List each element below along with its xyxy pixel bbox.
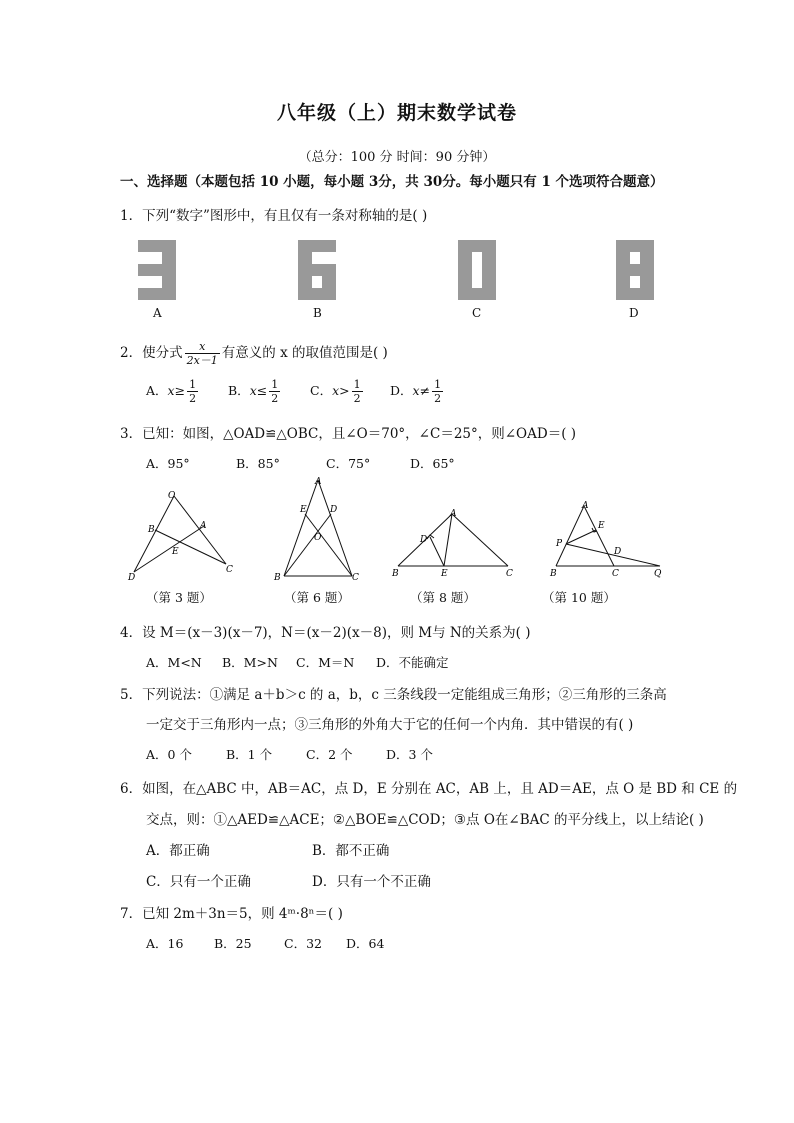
svg-text:E: E — [172, 547, 179, 557]
fraction-numerator: 1 — [271, 378, 279, 391]
svg-text:D: D — [420, 535, 428, 545]
figure-q8 — [388, 504, 516, 584]
question-6-option-d: D．只有一个不正确 — [312, 874, 431, 890]
fraction-denominator: 2 — [189, 392, 197, 405]
question-7-option-b: B．25 — [214, 936, 252, 951]
fraction-numerator: 1 — [434, 378, 442, 391]
digit-3-figure — [138, 240, 176, 300]
question-4-option-c: C．M＝N — [296, 655, 355, 670]
question-7-stem: 7．已知 2m＋3n＝5，则 4ᵐ·8ⁿ＝( ) — [120, 906, 343, 922]
option-prefix: A． — [146, 383, 168, 398]
figure-caption-q10: （第 10 题） — [542, 590, 616, 605]
option-label-a: A — [153, 306, 162, 320]
option-label-d: D — [629, 306, 639, 320]
question-3-option-a: A．95° — [146, 456, 190, 471]
fraction-denominator: 2 — [434, 392, 442, 405]
question-5-option-d: D．3 个 — [386, 747, 433, 762]
svg-text:D: D — [614, 547, 622, 557]
question-2-stem-pre: 2．使分式 — [120, 345, 183, 361]
question-6-option-a: A．都正确 — [146, 843, 210, 859]
option-prefix: C． — [310, 383, 333, 398]
svg-text:C: C — [226, 565, 233, 575]
svg-text:A: A — [315, 477, 322, 487]
svg-text:Q: Q — [654, 569, 662, 579]
question-4-option-d: D．不能确定 — [376, 655, 449, 670]
svg-text:E: E — [441, 569, 448, 579]
section-heading: 一、选择题（本题包括 10 小题，每小题 3分，共 30分。每小题只有 1 个选项符合题意） — [120, 174, 664, 190]
question-2-option-a — [146, 378, 200, 405]
svg-text:C: C — [352, 573, 359, 583]
question-6-option-c: C．只有一个正确 — [146, 874, 251, 890]
question-7-option-c: C．32 — [284, 936, 322, 951]
figure-caption-q8: （第 8 题） — [410, 590, 476, 605]
option-label-c: C — [472, 306, 482, 320]
figure-q3 — [124, 486, 236, 582]
fraction-denominator: 2 — [353, 392, 361, 405]
question-4-option-b: B．M>N — [222, 655, 278, 670]
option-relation: x> — [332, 383, 350, 398]
svg-text:B: B — [392, 569, 399, 579]
question-5-option-b: B．1 个 — [226, 747, 273, 762]
question-3-stem: 3．已知：如图，△OAD≌△OBC，且∠O＝70°，∠C＝25°，则∠OAD＝( ) — [120, 426, 577, 442]
question-5-option-c: C．2 个 — [306, 747, 353, 762]
digit-6-figure — [298, 240, 336, 300]
question-2-fraction — [185, 340, 220, 367]
question-5-line-1: 5．下列说法：①满足 a＋b＞c 的 a，b，c 三条线段一定能组成三角形；②三角形的三条高 — [120, 687, 667, 703]
svg-text:P: P — [556, 539, 563, 549]
option-relation: x≤ — [249, 383, 268, 398]
fraction-numerator: 1 — [189, 378, 197, 391]
option-relation: x≥ — [167, 383, 186, 398]
question-3-option-d: D．65° — [410, 456, 455, 471]
option-relation: x≠ — [412, 383, 431, 398]
svg-text:B: B — [274, 573, 281, 583]
question-4-stem: 4．设 M＝(x－3)(x－7)，N＝(x－2)(x－8)，则 M与 N的关系为( ) — [120, 625, 531, 641]
svg-text:E: E — [598, 521, 605, 531]
svg-text:A: A — [200, 521, 207, 531]
option-fraction — [352, 378, 363, 405]
svg-text:D: D — [330, 505, 338, 515]
question-5-line-2: 一定交于三角形内一点；③三角形的外角大于它的任何一个内角．其中错误的有( ) — [146, 717, 634, 733]
question-3-option-b: B．85° — [236, 456, 280, 471]
option-fraction — [432, 378, 443, 405]
figure-q10 — [544, 496, 668, 584]
svg-text:B: B — [550, 569, 557, 579]
svg-text:A: A — [582, 501, 589, 511]
question-2-option-c — [310, 378, 365, 405]
figure-q6 — [270, 472, 366, 584]
question-7-option-d: D．64 — [346, 936, 385, 951]
svg-text:O: O — [314, 533, 322, 543]
fraction-numerator: x — [185, 340, 220, 354]
question-5-option-a: A．0 个 — [146, 747, 192, 762]
question-2-stem — [120, 340, 388, 367]
page-title: 八年级（上）期末数学试卷 — [276, 102, 517, 124]
question-2-option-b — [228, 378, 282, 405]
figure-caption-q6: （第 6 题） — [284, 590, 350, 605]
fraction-numerator: 1 — [353, 378, 361, 391]
digit-0-figure — [458, 240, 496, 300]
question-3-option-c: C．75° — [326, 456, 371, 471]
option-fraction — [187, 378, 198, 405]
question-2-stem-post: 有意义的 x 的取值范围是( ) — [221, 345, 388, 361]
svg-text:E: E — [300, 505, 307, 515]
option-prefix: D． — [390, 383, 413, 398]
option-prefix: B． — [228, 383, 250, 398]
question-1-stem: 1．下列“数字”图形中，有且仅有一条对称轴的是( ) — [120, 208, 428, 224]
exam-info: （总分：100 分 时间：90 分钟） — [298, 150, 496, 165]
svg-text:C: C — [506, 569, 513, 579]
svg-text:D: D — [128, 573, 136, 582]
svg-text:B: B — [148, 525, 155, 535]
question-6-option-b: B．都不正确 — [312, 843, 390, 859]
fraction-denominator: 2x－1 — [186, 354, 218, 367]
question-2-option-d — [390, 378, 445, 405]
option-label-b: B — [313, 306, 322, 320]
question-7-option-a: A．16 — [146, 936, 184, 951]
question-4-option-a: A．M<N — [146, 655, 202, 670]
question-6-line-1: 6．如图，在△ABC 中，AB＝AC，点 D，E 分别在 AC，AB 上，且 AD＝AE，点 O 是 BD 和 CE 的 — [120, 781, 738, 797]
svg-text:O: O — [168, 491, 176, 501]
digit-8-figure — [616, 240, 654, 300]
svg-text:C: C — [612, 569, 619, 579]
svg-text:A: A — [450, 509, 457, 519]
fraction-denominator: 2 — [271, 392, 279, 405]
question-6-line-2: 交点，则：①△AED≌△ACE；②△BOE≌△COD；③点 O在∠BAC 的平分线上，以上结论( ) — [146, 812, 704, 828]
option-fraction — [269, 378, 280, 405]
figure-caption-q3: （第 3 题） — [146, 590, 212, 605]
